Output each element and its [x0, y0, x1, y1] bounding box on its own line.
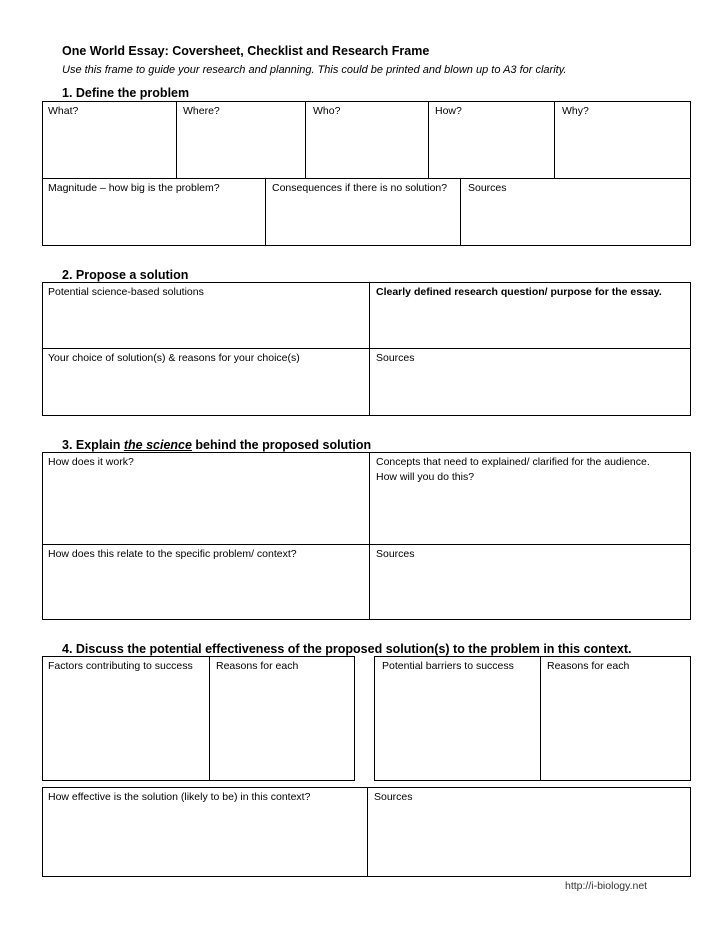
reasons-barriers-label: Reasons for each [547, 660, 630, 672]
potential-solutions-label: Potential science-based solutions [48, 286, 204, 298]
sources-cell-3[interactable] [369, 544, 691, 620]
document-title: One World Essay: Coversheet, Checklist and Research Frame [62, 44, 430, 58]
footer-url: http://i-biology.net [565, 880, 648, 892]
sources-cell-2[interactable] [369, 348, 691, 416]
who-label: Who? [313, 105, 341, 117]
what-label: What? [48, 105, 79, 117]
section-1-heading: 1. Define the problem [62, 86, 190, 100]
choice-of-solution-label: Your choice of solution(s) & reasons for your choice(s) [48, 352, 300, 364]
factors-success-cell[interactable] [42, 656, 210, 781]
where-label: Where? [183, 105, 220, 117]
how-will-you-do-this-label: How will you do this? [376, 471, 475, 483]
section-2-heading: 2. Propose a solution [62, 268, 189, 282]
research-question-label: Clearly defined research question/ purpose for the essay. [376, 286, 662, 298]
sources-label-1: Sources [468, 182, 507, 194]
relation-to-problem-label: How does this relate to the specific problem/ context? [48, 548, 297, 560]
section-4-heading: 4. Discuss the potential effectiveness of the proposed solution(s) to the problem in this context. [62, 642, 632, 656]
sources-label-4: Sources [374, 791, 413, 803]
reasons-success-cell[interactable] [209, 656, 355, 781]
consequences-label: Consequences if there is no solution? [272, 182, 448, 194]
effectiveness-label: How effective is the solution (likely to be) in this context? [48, 791, 311, 803]
sources-label-3: Sources [376, 548, 415, 560]
factors-success-label: Factors contributing to success [48, 660, 193, 672]
section-3-heading: 3. Explain the science behind the proposed solution [62, 438, 372, 452]
concepts-label: Concepts that need to explained/ clarified for the audience. [376, 456, 650, 468]
barriers-cell[interactable] [374, 656, 541, 781]
why-label: Why? [562, 105, 589, 117]
barriers-label: Potential barriers to success [382, 660, 514, 672]
document-subtitle: Use this frame to guide your research and planning. This could be printed and blown up to A3 for clarity. [62, 64, 567, 76]
how-label: How? [435, 105, 462, 117]
reasons-success-label: Reasons for each [216, 660, 299, 672]
sources-cell-4[interactable] [367, 787, 691, 877]
how-does-it-work-label: How does it work? [48, 456, 134, 468]
the-science-emphasis: the science [123, 438, 192, 452]
reasons-barriers-cell[interactable] [540, 656, 691, 781]
sources-label-2: Sources [376, 352, 415, 364]
magnitude-label: Magnitude – how big is the problem? [48, 182, 220, 194]
